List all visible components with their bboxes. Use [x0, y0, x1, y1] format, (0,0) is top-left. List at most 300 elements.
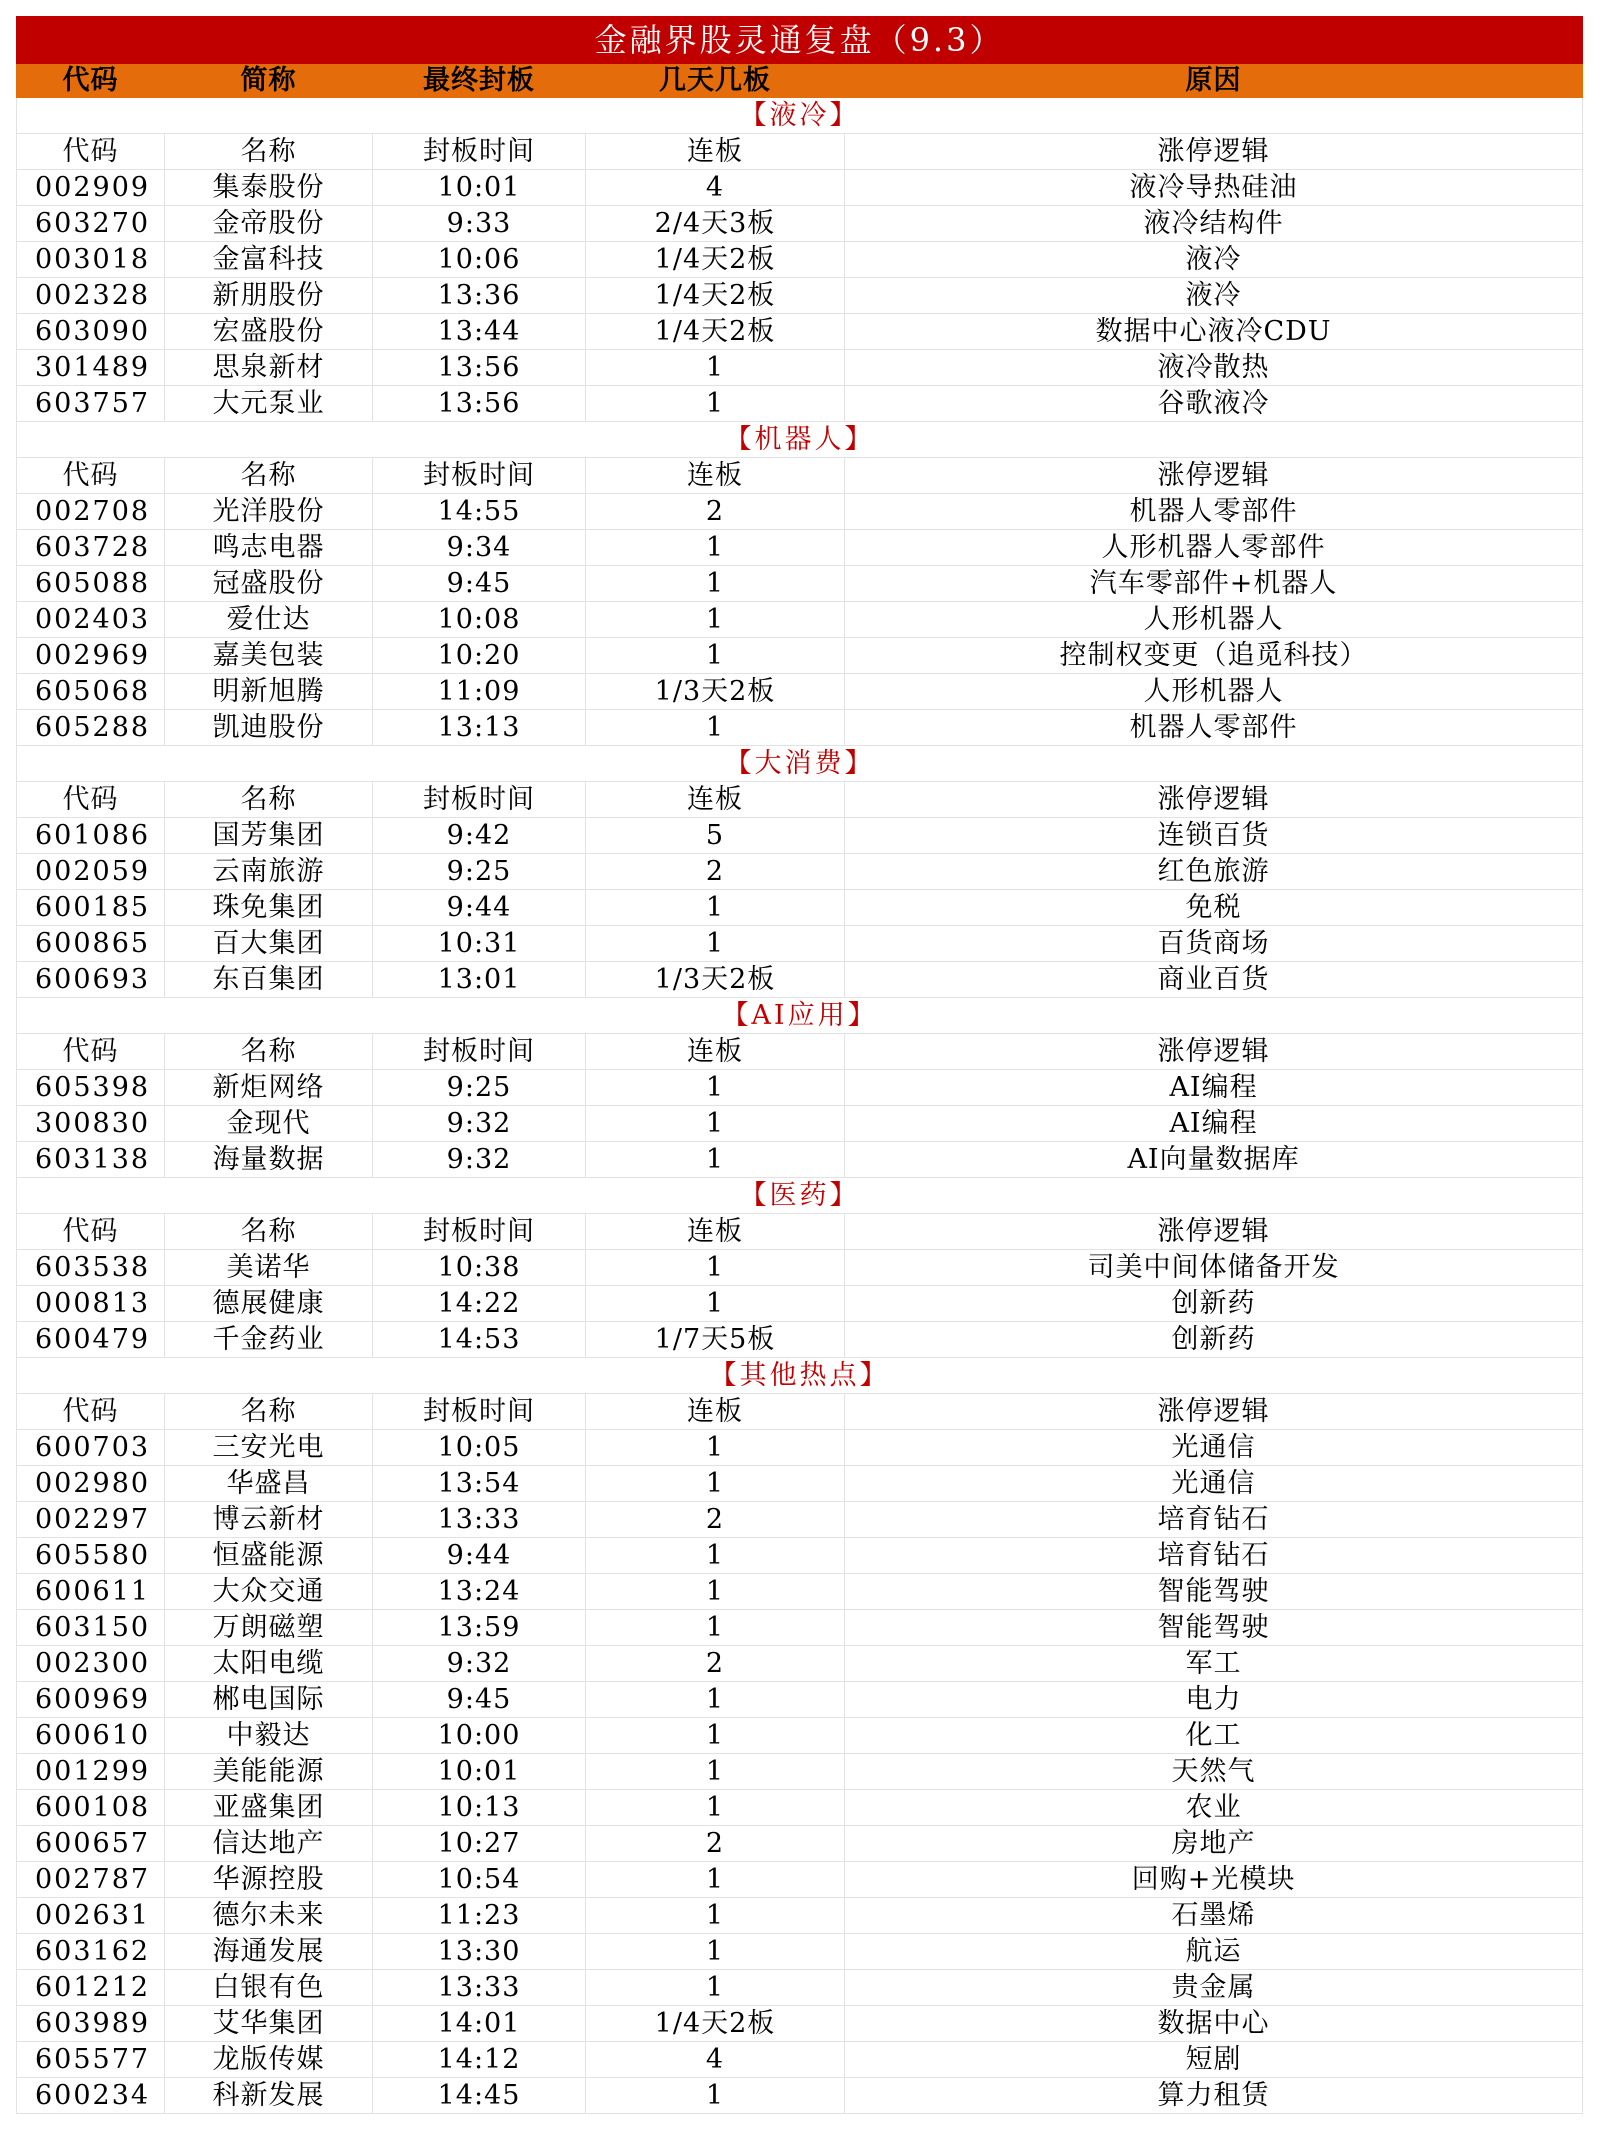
cell-boards: 2/4天3板: [586, 206, 845, 242]
cell-seal-time: 9:25: [373, 1070, 586, 1106]
cell-logic: 连锁百货: [845, 818, 1583, 854]
cell-code: 603162: [17, 1934, 165, 1970]
cell-boards: 1: [586, 2078, 845, 2114]
section-header-row: [17, 134, 1583, 170]
table-row: [17, 206, 1583, 242]
cell-logic: 农业: [845, 1790, 1583, 1826]
cell-name: 冠盛股份: [165, 566, 373, 602]
colhead-name: 名称: [165, 458, 373, 494]
cell-code: 002787: [17, 1862, 165, 1898]
cell-name: 金现代: [165, 1106, 373, 1142]
table-row: [17, 2042, 1583, 2078]
cell-name: 万朗磁塑: [165, 1610, 373, 1646]
table-row: [17, 1934, 1583, 1970]
cell-seal-time: 11:23: [373, 1898, 586, 1934]
cell-boards: 4: [586, 170, 845, 206]
cell-code: 600108: [17, 1790, 165, 1826]
cell-boards: 2: [586, 1502, 845, 1538]
cell-logic: 算力租赁: [845, 2078, 1583, 2114]
cell-logic: 化工: [845, 1718, 1583, 1754]
header-final-seal: 最终封板: [373, 64, 586, 98]
cell-logic: 电力: [845, 1682, 1583, 1718]
colhead-code: 代码: [17, 1034, 165, 1070]
cell-boards: 1: [586, 710, 845, 746]
cell-logic: 数据中心液冷CDU: [845, 314, 1583, 350]
table-row: [17, 350, 1583, 386]
cell-name: 德展健康: [165, 1286, 373, 1322]
cell-name: 云南旅游: [165, 854, 373, 890]
cell-boards: 1: [586, 890, 845, 926]
section-header-row: [17, 1214, 1583, 1250]
cell-logic: 人形机器人零部件: [845, 530, 1583, 566]
section-title: 【液冷】: [17, 98, 1583, 134]
table-row: [17, 170, 1583, 206]
table-row: [17, 890, 1583, 926]
cell-seal-time: 10:08: [373, 602, 586, 638]
cell-name: 金富科技: [165, 242, 373, 278]
table-row: [17, 638, 1583, 674]
colhead-seal-time: 封板时间: [373, 1034, 586, 1070]
cell-code: 600610: [17, 1718, 165, 1754]
cell-name: 思泉新材: [165, 350, 373, 386]
cell-code: 603989: [17, 2006, 165, 2042]
cell-logic: AI编程: [845, 1106, 1583, 1142]
cell-name: 集泰股份: [165, 170, 373, 206]
section-title-row: [17, 422, 1583, 458]
cell-seal-time: 14:22: [373, 1286, 586, 1322]
table-row: [17, 1862, 1583, 1898]
colhead-name: 名称: [165, 1394, 373, 1430]
cell-boards: 1: [586, 1862, 845, 1898]
colhead-name: 名称: [165, 1214, 373, 1250]
cell-code: 601212: [17, 1970, 165, 2006]
table-row: [17, 1682, 1583, 1718]
cell-name: 光洋股份: [165, 494, 373, 530]
cell-logic: 机器人零部件: [845, 710, 1583, 746]
cell-boards: 2: [586, 1646, 845, 1682]
cell-name: 金帝股份: [165, 206, 373, 242]
cell-logic: 房地产: [845, 1826, 1583, 1862]
table-row: [17, 1106, 1583, 1142]
cell-boards: 1: [586, 1682, 845, 1718]
cell-name: 龙版传媒: [165, 2042, 373, 2078]
cell-name: 信达地产: [165, 1826, 373, 1862]
section-title: 【AI应用】: [17, 998, 1583, 1034]
cell-name: 科新发展: [165, 2078, 373, 2114]
colhead-code: 代码: [17, 1214, 165, 1250]
cell-logic: 红色旅游: [845, 854, 1583, 890]
cell-seal-time: 9:45: [373, 566, 586, 602]
cell-code: 603150: [17, 1610, 165, 1646]
cell-boards: 1: [586, 638, 845, 674]
cell-logic: 创新药: [845, 1286, 1583, 1322]
top-header-row: [17, 64, 1583, 98]
cell-name: 恒盛能源: [165, 1538, 373, 1574]
cell-boards: 1: [586, 1970, 845, 2006]
cell-name: 艾华集团: [165, 2006, 373, 2042]
table-row: [17, 710, 1583, 746]
cell-code: 600611: [17, 1574, 165, 1610]
cell-name: 爱仕达: [165, 602, 373, 638]
table-row: [17, 2078, 1583, 2114]
cell-seal-time: 10:05: [373, 1430, 586, 1466]
cell-logic: 回购+光模块: [845, 1862, 1583, 1898]
cell-seal-time: 9:44: [373, 1538, 586, 1574]
cell-boards: 1/3天2板: [586, 674, 845, 710]
cell-code: 600479: [17, 1322, 165, 1358]
table-row: [17, 314, 1583, 350]
cell-boards: 1/4天2板: [586, 242, 845, 278]
cell-seal-time: 13:01: [373, 962, 586, 998]
cell-seal-time: 10:13: [373, 1790, 586, 1826]
cell-seal-time: 13:59: [373, 1610, 586, 1646]
cell-code: 605088: [17, 566, 165, 602]
cell-boards: 1/4天2板: [586, 2006, 845, 2042]
cell-boards: 1: [586, 566, 845, 602]
cell-code: 300830: [17, 1106, 165, 1142]
cell-code: 002980: [17, 1466, 165, 1502]
colhead-code: 代码: [17, 782, 165, 818]
cell-seal-time: 9:45: [373, 1682, 586, 1718]
cell-name: 宏盛股份: [165, 314, 373, 350]
cell-boards: 1/4天2板: [586, 314, 845, 350]
cell-name: 凯迪股份: [165, 710, 373, 746]
cell-boards: 1: [586, 602, 845, 638]
cell-code: 002059: [17, 854, 165, 890]
cell-boards: 5: [586, 818, 845, 854]
section-title-row: [17, 98, 1583, 134]
cell-logic: 数据中心: [845, 2006, 1583, 2042]
table-row: [17, 566, 1583, 602]
cell-logic: 光通信: [845, 1466, 1583, 1502]
table-row: [17, 2006, 1583, 2042]
cell-code: 002403: [17, 602, 165, 638]
cell-code: 605580: [17, 1538, 165, 1574]
cell-name: 中毅达: [165, 1718, 373, 1754]
cell-name: 郴电国际: [165, 1682, 373, 1718]
cell-boards: 1: [586, 1286, 845, 1322]
header-short-name: 简称: [165, 64, 373, 98]
cell-boards: 1: [586, 1250, 845, 1286]
cell-name: 美能能源: [165, 1754, 373, 1790]
cell-code: 301489: [17, 350, 165, 386]
colhead-logic: 涨停逻辑: [845, 782, 1583, 818]
cell-seal-time: 13:33: [373, 1502, 586, 1538]
section-header-row: [17, 458, 1583, 494]
cell-name: 德尔未来: [165, 1898, 373, 1934]
colhead-seal-time: 封板时间: [373, 1394, 586, 1430]
cell-seal-time: 13:36: [373, 278, 586, 314]
cell-boards: 1/7天5板: [586, 1322, 845, 1358]
colhead-logic: 涨停逻辑: [845, 1034, 1583, 1070]
cell-name: 华源控股: [165, 1862, 373, 1898]
cell-code: 003018: [17, 242, 165, 278]
colhead-logic: 涨停逻辑: [845, 458, 1583, 494]
colhead-boards: 连板: [586, 1034, 845, 1070]
cell-logic: AI向量数据库: [845, 1142, 1583, 1178]
cell-seal-time: 10:38: [373, 1250, 586, 1286]
cell-boards: 1: [586, 1466, 845, 1502]
cell-name: 华盛昌: [165, 1466, 373, 1502]
cell-code: 605288: [17, 710, 165, 746]
cell-name: 白银有色: [165, 1970, 373, 2006]
cell-boards: 2: [586, 854, 845, 890]
cell-logic: 控制权变更（追觅科技）: [845, 638, 1583, 674]
header-code: 代码: [17, 64, 165, 98]
table-row: [17, 1538, 1583, 1574]
cell-code: 603538: [17, 1250, 165, 1286]
cell-logic: 智能驾驶: [845, 1574, 1583, 1610]
cell-seal-time: 13:33: [373, 1970, 586, 2006]
colhead-boards: 连板: [586, 458, 845, 494]
cell-seal-time: 10:06: [373, 242, 586, 278]
cell-code: 603090: [17, 314, 165, 350]
cell-boards: 1/3天2板: [586, 962, 845, 998]
cell-logic: 短剧: [845, 2042, 1583, 2078]
cell-name: 美诺华: [165, 1250, 373, 1286]
cell-logic: 商业百货: [845, 962, 1583, 998]
cell-seal-time: 13:30: [373, 1934, 586, 1970]
cell-boards: 1: [586, 1934, 845, 1970]
cell-name: 太阳电缆: [165, 1646, 373, 1682]
cell-boards: 1: [586, 1574, 845, 1610]
section-header-row: [17, 1394, 1583, 1430]
cell-code: 600865: [17, 926, 165, 962]
cell-logic: 百货商场: [845, 926, 1583, 962]
cell-seal-time: 14:01: [373, 2006, 586, 2042]
section-header-row: [17, 1034, 1583, 1070]
cell-seal-time: 11:09: [373, 674, 586, 710]
cell-seal-time: 13:56: [373, 386, 586, 422]
section-title-row: [17, 1358, 1583, 1394]
table-row: [17, 1898, 1583, 1934]
cell-seal-time: 9:44: [373, 890, 586, 926]
title-row: [17, 17, 1583, 64]
section-header-row: [17, 782, 1583, 818]
cell-logic: 免税: [845, 890, 1583, 926]
cell-code: 000813: [17, 1286, 165, 1322]
cell-boards: 1: [586, 1538, 845, 1574]
cell-code: 605068: [17, 674, 165, 710]
table-row: [17, 1646, 1583, 1682]
colhead-code: 代码: [17, 134, 165, 170]
cell-logic: 航运: [845, 1934, 1583, 1970]
cell-logic: 培育钻石: [845, 1538, 1583, 1574]
table-row: [17, 602, 1583, 638]
cell-seal-time: 10:01: [373, 170, 586, 206]
cell-name: 亚盛集团: [165, 1790, 373, 1826]
cell-name: 明新旭腾: [165, 674, 373, 710]
table-row: [17, 1718, 1583, 1754]
cell-logic: 石墨烯: [845, 1898, 1583, 1934]
section-title-row: [17, 746, 1583, 782]
section-title-row: [17, 998, 1583, 1034]
cell-code: 002300: [17, 1646, 165, 1682]
cell-logic: 液冷: [845, 278, 1583, 314]
cell-boards: 1: [586, 926, 845, 962]
table-row: [17, 1466, 1583, 1502]
table-row: [17, 494, 1583, 530]
cell-seal-time: 9:34: [373, 530, 586, 566]
cell-boards: 4: [586, 2042, 845, 2078]
cell-seal-time: 10:31: [373, 926, 586, 962]
cell-code: 002708: [17, 494, 165, 530]
page-title: 金融界股灵通复盘（9.3）: [17, 17, 1583, 64]
cell-seal-time: 14:55: [373, 494, 586, 530]
table-row: [17, 854, 1583, 890]
table-row: [17, 386, 1583, 422]
table-row: [17, 818, 1583, 854]
cell-logic: 光通信: [845, 1430, 1583, 1466]
colhead-seal-time: 封板时间: [373, 134, 586, 170]
table-row: [17, 1250, 1583, 1286]
cell-seal-time: 9:42: [373, 818, 586, 854]
table-row: [17, 1826, 1583, 1862]
cell-name: 海量数据: [165, 1142, 373, 1178]
cell-logic: 液冷结构件: [845, 206, 1583, 242]
cell-seal-time: 13:56: [373, 350, 586, 386]
cell-seal-time: 10:20: [373, 638, 586, 674]
colhead-name: 名称: [165, 782, 373, 818]
table-row: [17, 962, 1583, 998]
cell-logic: 军工: [845, 1646, 1583, 1682]
colhead-name: 名称: [165, 134, 373, 170]
cell-seal-time: 14:12: [373, 2042, 586, 2078]
cell-name: 新炬网络: [165, 1070, 373, 1106]
cell-name: 珠免集团: [165, 890, 373, 926]
cell-logic: AI编程: [845, 1070, 1583, 1106]
cell-name: 三安光电: [165, 1430, 373, 1466]
table-row: [17, 242, 1583, 278]
cell-code: 002631: [17, 1898, 165, 1934]
table-row: [17, 1142, 1583, 1178]
cell-name: 东百集团: [165, 962, 373, 998]
cell-logic: 天然气: [845, 1754, 1583, 1790]
cell-logic: 创新药: [845, 1322, 1583, 1358]
cell-name: 大元泵业: [165, 386, 373, 422]
colhead-logic: 涨停逻辑: [845, 1214, 1583, 1250]
cell-seal-time: 9:33: [373, 206, 586, 242]
table-row: [17, 1610, 1583, 1646]
cell-boards: 1: [586, 1106, 845, 1142]
cell-code: 600185: [17, 890, 165, 926]
cell-code: 600657: [17, 1826, 165, 1862]
table-row: [17, 530, 1583, 566]
cell-name: 新朋股份: [165, 278, 373, 314]
cell-logic: 液冷: [845, 242, 1583, 278]
cell-boards: 1: [586, 1430, 845, 1466]
cell-name: 海通发展: [165, 1934, 373, 1970]
colhead-code: 代码: [17, 458, 165, 494]
cell-seal-time: 9:25: [373, 854, 586, 890]
cell-boards: 2: [586, 1826, 845, 1862]
header-reason: 原因: [845, 64, 1583, 98]
table-body: [17, 17, 1583, 2114]
section-title-row: [17, 1178, 1583, 1214]
cell-boards: 1: [586, 1790, 845, 1826]
cell-name: 国芳集团: [165, 818, 373, 854]
cell-code: 605577: [17, 2042, 165, 2078]
colhead-code: 代码: [17, 1394, 165, 1430]
cell-boards: 1: [586, 1610, 845, 1646]
colhead-boards: 连板: [586, 782, 845, 818]
table-row: [17, 278, 1583, 314]
cell-logic: 人形机器人: [845, 602, 1583, 638]
cell-seal-time: 10:27: [373, 1826, 586, 1862]
cell-seal-time: 13:44: [373, 314, 586, 350]
cell-code: 603728: [17, 530, 165, 566]
colhead-boards: 连板: [586, 1214, 845, 1250]
cell-code: 600969: [17, 1682, 165, 1718]
cell-boards: 1/4天2板: [586, 278, 845, 314]
colhead-seal-time: 封板时间: [373, 1214, 586, 1250]
cell-seal-time: 13:24: [373, 1574, 586, 1610]
colhead-name: 名称: [165, 1034, 373, 1070]
colhead-seal-time: 封板时间: [373, 458, 586, 494]
table-row: [17, 1070, 1583, 1106]
cell-code: 601086: [17, 818, 165, 854]
cell-code: 600693: [17, 962, 165, 998]
section-title: 【医药】: [17, 1178, 1583, 1214]
cell-seal-time: 9:32: [373, 1106, 586, 1142]
cell-seal-time: 10:00: [373, 1718, 586, 1754]
cell-seal-time: 13:13: [373, 710, 586, 746]
table-row: [17, 1430, 1583, 1466]
table-row: [17, 674, 1583, 710]
cell-logic: 智能驾驶: [845, 1610, 1583, 1646]
cell-logic: 人形机器人: [845, 674, 1583, 710]
cell-name: 大众交通: [165, 1574, 373, 1610]
cell-boards: 1: [586, 1718, 845, 1754]
table-row: [17, 1286, 1583, 1322]
cell-logic: 机器人零部件: [845, 494, 1583, 530]
cell-boards: 1: [586, 350, 845, 386]
cell-code: 002328: [17, 278, 165, 314]
colhead-seal-time: 封板时间: [373, 782, 586, 818]
section-title: 【机器人】: [17, 422, 1583, 458]
cell-seal-time: 14:45: [373, 2078, 586, 2114]
cell-code: 605398: [17, 1070, 165, 1106]
cell-logic: 谷歌液冷: [845, 386, 1583, 422]
cell-seal-time: 9:32: [373, 1142, 586, 1178]
table-row: [17, 1322, 1583, 1358]
cell-boards: 1: [586, 530, 845, 566]
cell-name: 百大集团: [165, 926, 373, 962]
cell-seal-time: 10:01: [373, 1754, 586, 1790]
cell-name: 嘉美包装: [165, 638, 373, 674]
cell-boards: 1: [586, 1070, 845, 1106]
colhead-boards: 连板: [586, 134, 845, 170]
cell-code: 603138: [17, 1142, 165, 1178]
cell-code: 002297: [17, 1502, 165, 1538]
cell-name: 千金药业: [165, 1322, 373, 1358]
cell-seal-time: 9:32: [373, 1646, 586, 1682]
cell-logic: 汽车零部件+机器人: [845, 566, 1583, 602]
colhead-logic: 涨停逻辑: [845, 134, 1583, 170]
header-days-boards: 几天几板: [586, 64, 845, 98]
section-title: 【大消费】: [17, 746, 1583, 782]
cell-boards: 1: [586, 1754, 845, 1790]
cell-logic: 培育钻石: [845, 1502, 1583, 1538]
cell-code: 002909: [17, 170, 165, 206]
review-sheet: [16, 16, 1582, 2114]
table-row: [17, 1790, 1583, 1826]
cell-name: 鸣志电器: [165, 530, 373, 566]
table-row: [17, 1574, 1583, 1610]
section-title: 【其他热点】: [17, 1358, 1583, 1394]
cell-code: 600703: [17, 1430, 165, 1466]
cell-seal-time: 13:54: [373, 1466, 586, 1502]
